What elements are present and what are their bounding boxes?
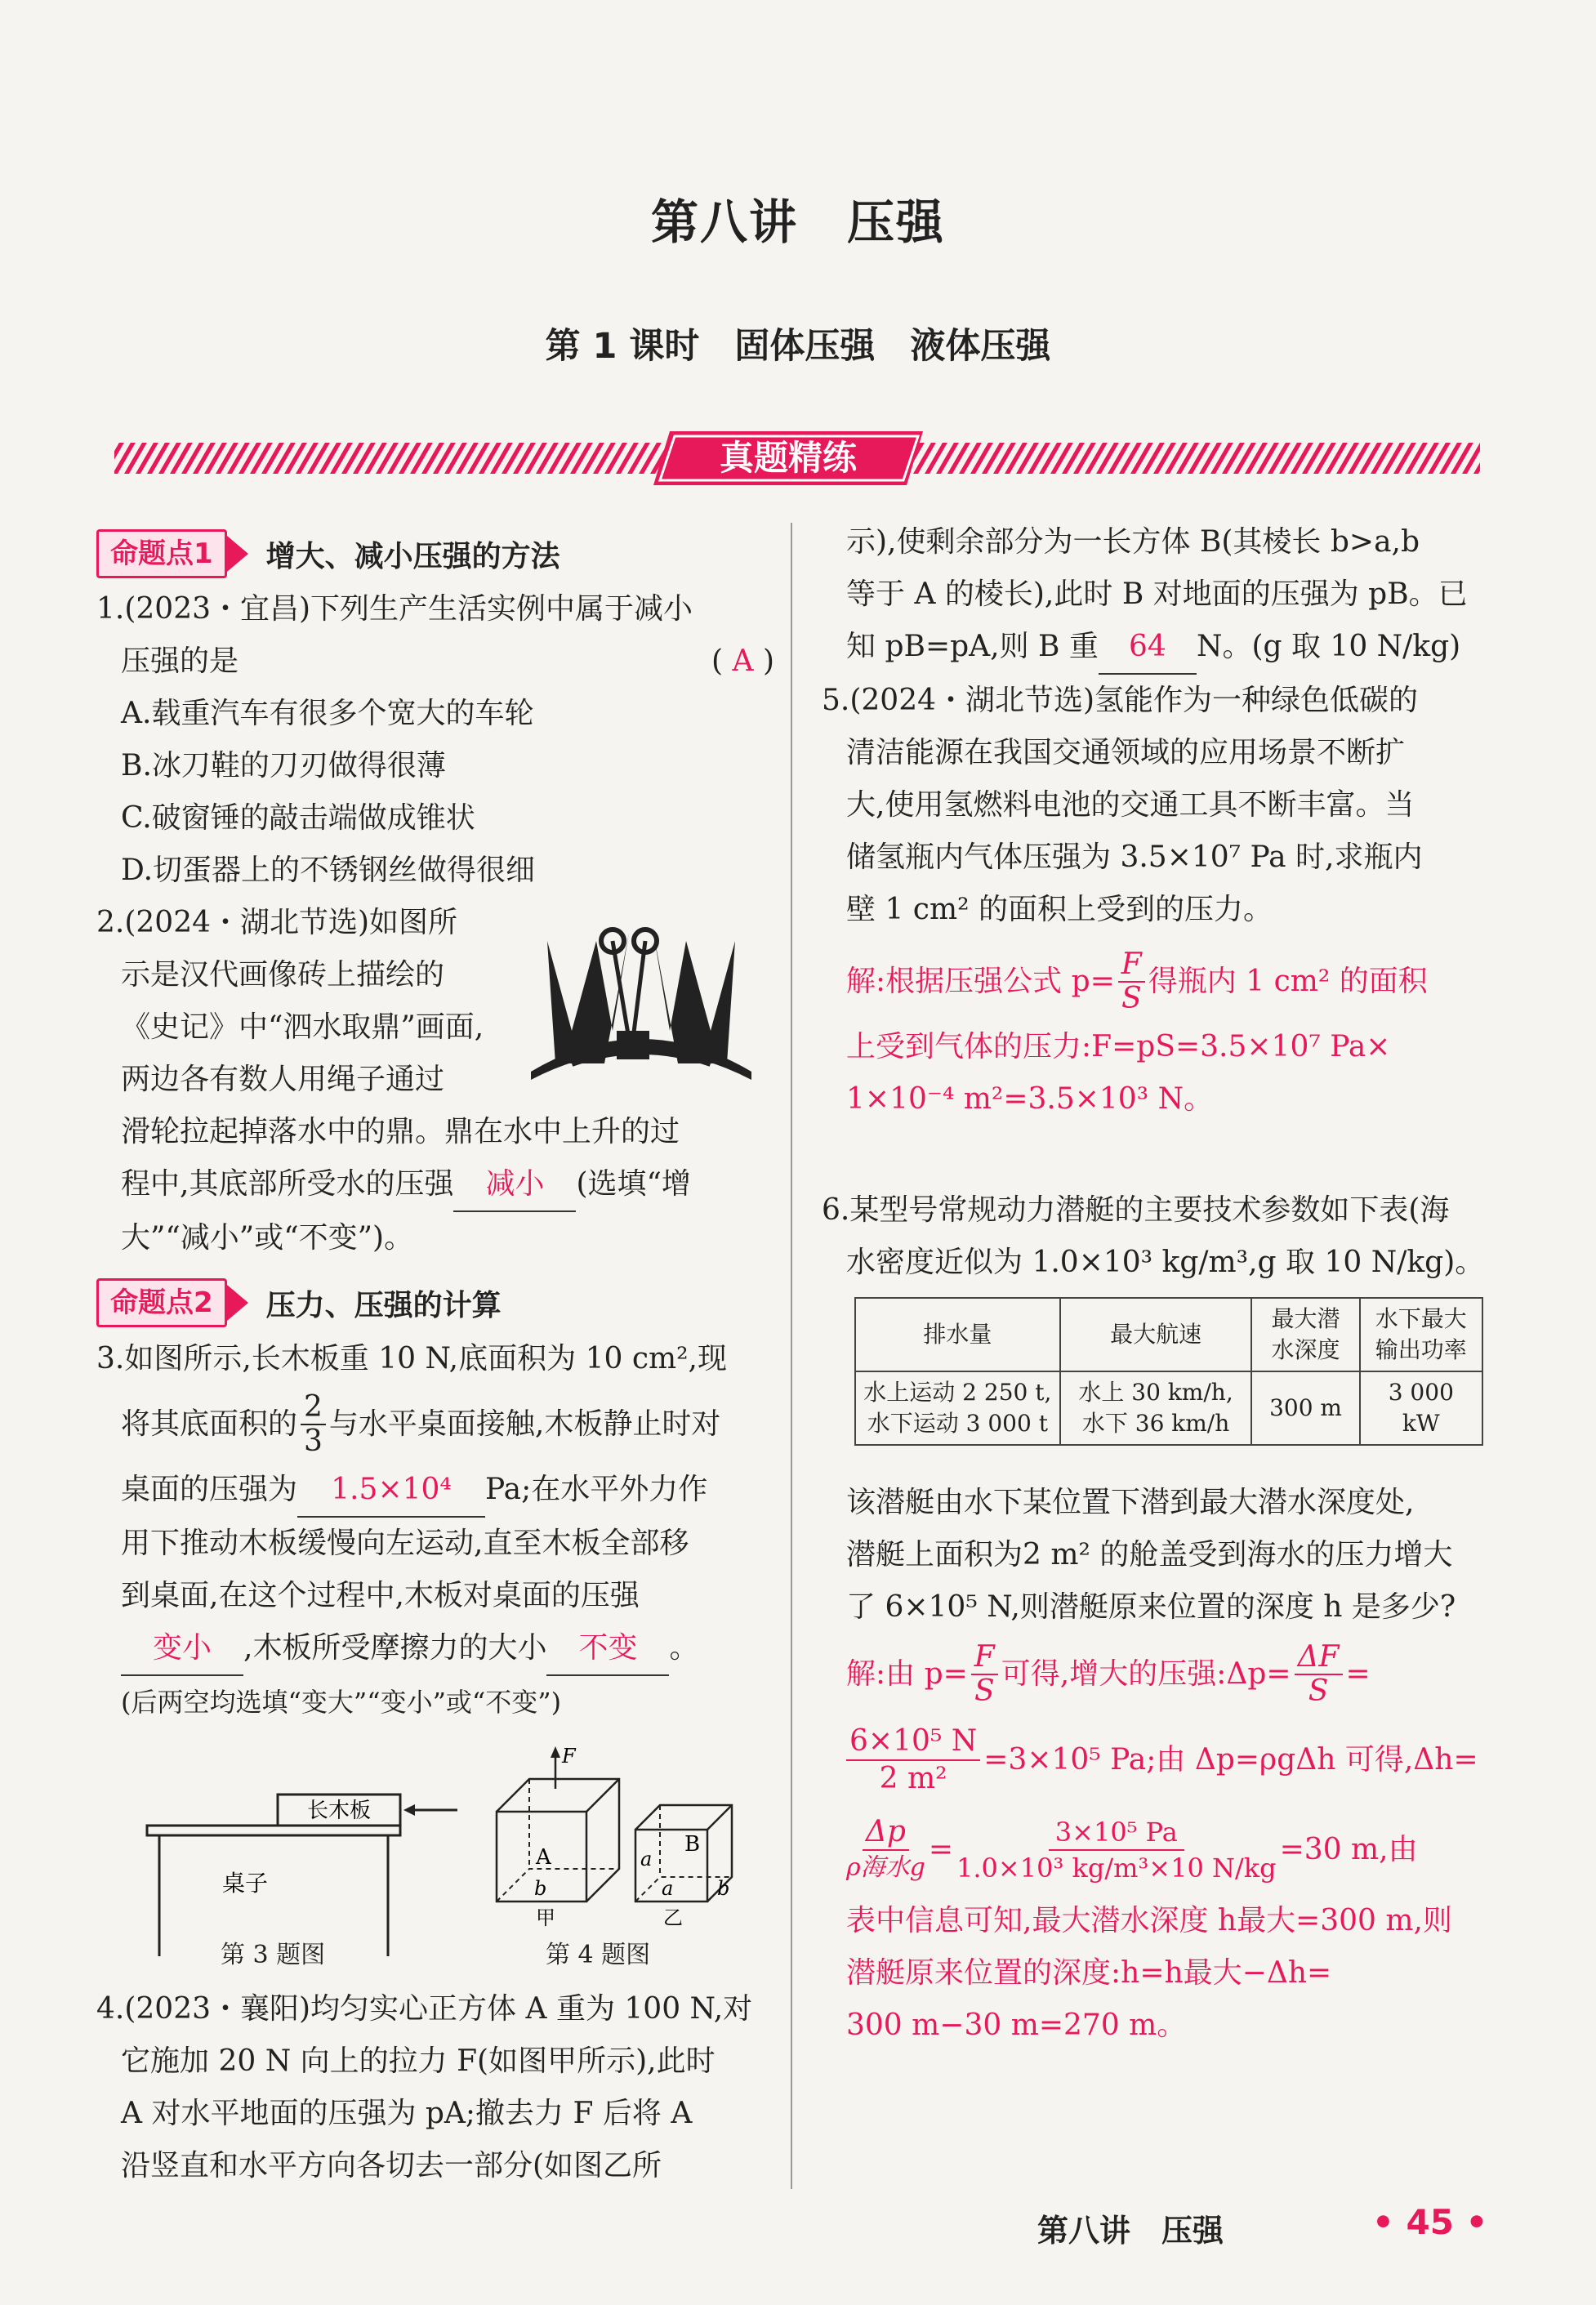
q4-line: 它施加 20 N 向上的拉力 F(如图甲所示),此时 xyxy=(121,2044,716,2078)
question-1 xyxy=(96,583,774,897)
q6-solution-line: 潜艇原来位置的深度:h=h最大−Δh= xyxy=(846,1956,1332,1990)
page-number: • 45 • xyxy=(1372,2202,1488,2242)
q6-solution-line: $\frac{\text{6×10⁵ N}}{\text{2 m²}}$ =3×10⁵ Pa;由 Δp=ρgΔh 可得,Δh= xyxy=(822,1715,1508,1805)
table-cell: 水上 30 km/h, 水下 36 km/h xyxy=(1060,1371,1252,1445)
q6-line: 了 6×10⁵ N,则潜艇原来位置的深度 h 是多少? xyxy=(846,1590,1456,1624)
table-cell: 300 m xyxy=(1251,1371,1359,1445)
q1-stem-cont: 压强的是 xyxy=(121,644,239,678)
q6-line: 潜艇上面积为2 m² 的舱盖受到海水的压力增大 xyxy=(846,1538,1453,1572)
page-title: 第八讲 压强 xyxy=(650,194,945,250)
figure-4-diagram xyxy=(482,1740,743,1928)
force-label: F xyxy=(562,1745,576,1768)
table-header: 最大航速 xyxy=(1060,1298,1252,1371)
question-6 xyxy=(822,1184,1508,1289)
svg-text:a: a xyxy=(662,1877,674,1900)
q3-line-blank2: 变小 ,木板所受摩擦力的大小 不变 。 xyxy=(96,1622,782,1676)
q3-line-blank1: 桌面的压强为 1.5×10⁴ Pa;在水平外力作 xyxy=(96,1464,782,1518)
tag-arrow-icon xyxy=(227,1285,248,1321)
question-6-body xyxy=(822,1477,1508,2052)
q6-solution-line: Δp ρ海水g = $\frac{\text{3×10⁵ Pa}}{\text{1.0×10³ kg/m³×10 N/kg}}$ =30 m,由 xyxy=(846,1815,1418,1884)
topic2-title: 压力、压强的计算 xyxy=(265,1288,502,1322)
question-4-continued xyxy=(822,516,1508,675)
q4-line: 4.(2023・襄阳)均匀实心正方体 A 重为 100 N,对 xyxy=(96,1992,753,2026)
q1-option-b: B.冰刀鞋的刀刃做得很薄 xyxy=(121,749,446,782)
q2-line: 2.(2024・湖北节选)如图所 xyxy=(96,906,458,939)
table-header: 水下最大 输出功率 xyxy=(1360,1298,1482,1371)
topic2-header xyxy=(96,1278,502,1327)
table-cell: 3 000 kW xyxy=(1360,1371,1482,1445)
topic1-title: 增大、减小压强的方法 xyxy=(265,539,560,573)
q5-fraction: $\frac{F}{S}$ xyxy=(1118,948,1145,1015)
q2-line: 两边各有数人用绳子通过 xyxy=(121,1063,445,1096)
q5-line: 壁 1 cm² 的面积上受到的压力。 xyxy=(846,893,1273,926)
q4c-line: 等于 A 的棱长),此时 B 对地面的压强为 pB。已 xyxy=(846,577,1468,611)
footer-chapter: 第八讲 压强 xyxy=(1037,2213,1224,2249)
svg-text:b: b xyxy=(717,1877,730,1900)
q5-line: 5.(2024・湖北节选)氢能作为一种绿色低碳的 xyxy=(822,684,1419,717)
q6-solution-line: 解:由 p= $\frac{F}{S}$ 可得,增大的压强:Δp= $\frac{\Delta F}{S}$ = xyxy=(846,1640,1371,1708)
submarine-spec-table xyxy=(854,1297,1483,1446)
table-header: 排水量 xyxy=(855,1298,1060,1371)
q5-line: 储氢瓶内气体压强为 3.5×10⁷ Pa 时,求瓶内 xyxy=(846,840,1423,874)
q6-line: 水密度近似为 1.0×10³ kg/m³,g 取 10 N/kg)。 xyxy=(846,1246,1485,1279)
q3-line: 用下推动木板缓慢向左运动,直至木板全部移 xyxy=(121,1527,689,1560)
q2-line: 《史记》中“泗水取鼎”画面, xyxy=(121,1010,484,1044)
q6-solution-line: 表中信息可知,最大潜水深度 h最大=300 m,则 xyxy=(846,1904,1452,1937)
q4-line: A 对水平地面的压强为 pA;撤去力 F 后将 A xyxy=(121,2097,693,2130)
q3-fraction: 2 3 xyxy=(301,1391,326,1458)
table-cell: 水上运动 2 250 t, 水下运动 3 000 t xyxy=(855,1371,1060,1445)
svg-text:b: b xyxy=(534,1877,547,1900)
q5-line: 大,使用氢燃料电池的交通工具不断丰富。当 xyxy=(846,788,1415,822)
table-label: 桌子 xyxy=(221,1870,269,1897)
q2-answer-blank: 减小 xyxy=(453,1158,576,1212)
q2-line: 示是汉代画像砖上描绘的 xyxy=(121,958,445,992)
topic2-tag: 命题点2 xyxy=(96,1278,227,1327)
label-jia: 甲 xyxy=(536,1906,555,1928)
cube-b-label: B xyxy=(684,1832,701,1857)
table-header: 最大潜 水深度 xyxy=(1251,1298,1359,1371)
q3-line-fraction: 将其底面积的 2 3 与水平桌面接触,木板静止时对 xyxy=(121,1390,721,1458)
q1-option-d: D.切蛋器上的不锈钢丝做得很细 xyxy=(121,854,536,887)
svg-text:a: a xyxy=(640,1848,653,1870)
question-3 xyxy=(96,1333,782,1728)
q2-line-blank: 程中,其底部所受水的压强 减小 (选填“增 xyxy=(96,1158,774,1212)
q3-answer-blank-1: 1.5×10⁴ xyxy=(297,1464,485,1518)
q5-solution-line: 解:根据压强公式 p= $\frac{F}{S}$ 得瓶内 1 cm² 的面积 xyxy=(846,947,1428,1015)
lesson-subtitle: 第 1 课时 固体压强 液体压强 xyxy=(545,326,1051,367)
q4c-line-blank: 知 pB=pA,则 B 重 64 N。(g 取 10 N/kg) xyxy=(822,621,1508,675)
q5-solution-line: 上受到气体的压力:F=pS=3.5×10⁷ Pa× xyxy=(846,1030,1391,1063)
topic1-tag: 命题点1 xyxy=(96,529,227,578)
q6-solution-line: 300 m−30 m=270 m。 xyxy=(846,2009,1187,2042)
banner-label: 真题精练 xyxy=(719,438,857,478)
q1-answer: ( A ) xyxy=(711,644,774,678)
q5-solution-line: 1×10⁻⁴ m²=3.5×10³ N。 xyxy=(846,1082,1214,1116)
q1-option-a: A.载重汽车有很多个宽大的车轮 xyxy=(121,697,534,730)
topic1-header xyxy=(96,529,560,578)
column-divider xyxy=(791,523,792,2189)
q4-line: 沿竖直和水平方向各切去一部分(如图乙所 xyxy=(121,2149,662,2182)
q6-line: 该潜艇由水下某位置下潜到最大潜水深度处, xyxy=(846,1486,1415,1519)
board-label: 长木板 xyxy=(306,1799,372,1823)
q4-answer-blank: 64 xyxy=(1099,621,1197,675)
han-brick-illustration xyxy=(523,908,760,1088)
cube-a-label: A xyxy=(536,1845,551,1870)
q2-line: 滑轮拉起掉落水中的鼎。鼎在水中上升的过 xyxy=(121,1115,680,1148)
q4c-line: 示),使剩余部分为一长方体 B(其棱长 b>a,b xyxy=(846,525,1420,559)
q6-line: 6.某型号常规动力潜艇的主要技术参数如下表(海 xyxy=(822,1193,1450,1227)
q1-stem: 1.(2023・宜昌)下列生产生活实例中属于减小 xyxy=(96,592,693,626)
q3-answer-blank-2: 变小 xyxy=(121,1622,243,1676)
q3-line: 到桌面,在这个过程中,木板对桌面的压强 xyxy=(121,1579,640,1612)
figure-4-caption: 第 4 题图 xyxy=(546,1941,651,1969)
question-4 xyxy=(96,1983,782,2192)
tag-arrow-icon xyxy=(227,536,248,572)
question-5 xyxy=(822,675,1508,1126)
q3-answer-blank-3: 不变 xyxy=(546,1622,669,1676)
q1-option-c: C.破窗锤的敲击端做成锥状 xyxy=(121,801,475,835)
label-yi: 乙 xyxy=(663,1906,683,1928)
q3-line: 3.如图所示,长木板重 10 N,底面积为 10 cm²,现 xyxy=(96,1342,727,1375)
q5-line: 清洁能源在我国交通领域的应用场景不断扩 xyxy=(846,736,1406,769)
q3-note: (后两空均选填“变大”“变小”或“不变”) xyxy=(121,1687,562,1718)
figure-3-caption: 第 3 题图 xyxy=(221,1941,326,1969)
q2-line: 大”“减小”或“不变”)。 xyxy=(121,1221,414,1255)
